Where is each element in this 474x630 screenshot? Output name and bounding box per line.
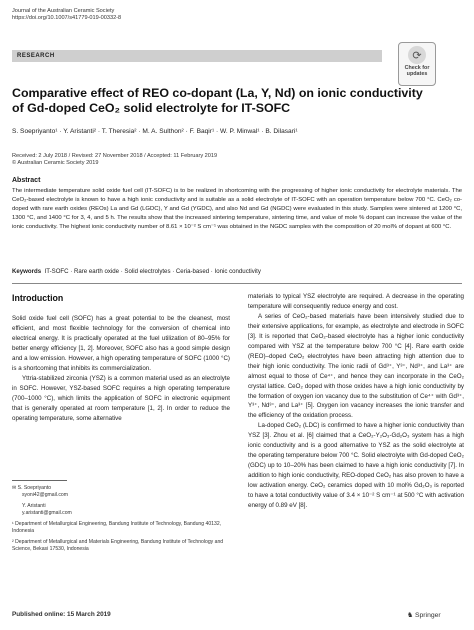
corresponding-author-1 — [12, 485, 230, 499]
introduction-heading: Introduction — [12, 293, 64, 303]
abstract-heading: Abstract — [12, 177, 41, 184]
journal-name: Journal of the Australian Ceramic Society — [12, 8, 115, 14]
doi-link[interactable]: https://doi.org/10.1007/s41779-019-00332-8 — [12, 15, 122, 21]
keywords-list: IT-SOFC · Rare earth oxide · Solid electrolytes · Ceria-based · Ionic conductivity — [44, 268, 261, 275]
abstract-text: The intermediate temperature solid oxide fuel cell (IT-SOFC) is to be realized in shortcoming with the progressing of higher ionic conductivity for electrolyte materials. The CeO₂-based electrolyte is known to have a high ionic conductivity and is suitable as a solid electrolyte of IT-SOFC with an operation temperature below 700 °C. CeO₂ co-doped with rare earth oxides (REOs) La and Gd (LGDC), Y and Gd (YGDC), and also Nd and Gd (NGDC) were evaluated in this study. Samples were sintered at 1200 °C, 1300 °C, and 1400 °C for 3, 4, and 5 h. The results show that the increased sintering temperature, sintering time, and value of mole % dopant can increase the value of the ionic conductivity. The highest ionic conductivity number of 8.61 × 10⁻² S cm⁻¹ was obtained in the NGDC samples with the composition of 20 mol% of dopant at 600 °C. — [12, 188, 462, 230]
corresponding-author-2 — [12, 503, 230, 517]
publisher-logo — [407, 611, 441, 619]
section-label: RESEARCH — [17, 53, 55, 59]
corr-author-2-name: Y. Aristanti — [22, 503, 46, 509]
journal-header — [12, 8, 121, 22]
bookmark-icon: ⟳ — [408, 46, 426, 64]
section-divider — [12, 283, 462, 284]
author-list: S. Soepriyanto¹ · Y. Aristanti² · T. Theresia² · M. A. Sulthon² · F. Baqir¹ · W. P. Minwal¹ · B. Dilasari¹ — [12, 128, 298, 135]
springer-horse-icon: ♞ — [407, 612, 414, 619]
article-title — [12, 86, 452, 116]
intro-paragraph-1: Solid oxide fuel cell (SOFC) has a great potential to be the cleanest, most efficient, and most flexible technology for the conversion of chemical into electrical energy. It is practically operated at the fuel utilization of 80–95% for better energy efficiency [1, 2]. Moreover, SOFC also has a good simple design and a low emission. However, a high operating temperature of SOFC (1000 °C) is a shortcoming that inhibits its commercialization. — [12, 315, 230, 372]
right-column — [248, 292, 464, 511]
intro-paragraph-2: Yttria-stabilized zirconia (YSZ) is a common material used as an electrolyte in SOFC. However, YSZ-based SOFC requires a high operating temperature (700–1000 °C), which limits the application of SOFC in electronic equipment that is generally operated at room temperature [1, 2]. In order to reduce the operating temperature, some alternative — [12, 374, 230, 422]
footnotes — [12, 485, 230, 557]
corr-author-2-email[interactable]: y.aristanti@gmail.com — [22, 510, 72, 516]
corr-author-1-email[interactable]: syoni42@gmail.com — [22, 492, 68, 498]
published-date: Published online: 15 March 2019 — [12, 611, 111, 618]
intro-paragraph-3: A series of CeO₂-based materials have been intensively studied due to their extensive applications, for example, as electrolyte and electrode in SOFC [3]. It is reported that CeO₂-based electrolyte has a higher ionic conductivity compared with YSZ at the temperature below 700 °C [4]. Rare earth oxide (REO)–doped CeO₂ electrolytes have been attracting high attention due to their high ionic conductivity. The ionic radii of Gd³⁺, Y³⁺, Nd³⁺, and La³⁺ are almost equal to those of Ce⁴⁺, and hence they can incorporate in the CeO₂ crystal lattice. CeO₂ doped with those oxides have a high ionic conductivity by the formation of oxygen ion vacancy due to the substitution of Ce⁴⁺ with Gd³⁺, Y³⁺, Nd³⁺, and La³⁺ [5]. Oxygen ion vacancy increases the ionic transfer and the efficiency of the oxidation process. — [248, 312, 464, 420]
history-dates: Received: 2 July 2018 / Revised: 27 November 2018 / Accepted: 11 February 2019 — [12, 153, 218, 159]
left-column — [12, 314, 230, 423]
article-dates — [12, 153, 452, 167]
copyright-line: © Australian Ceramic Society 2019 — [12, 160, 99, 166]
keywords-label: Keywords — [12, 268, 42, 275]
check-for-updates-badge[interactable] — [398, 42, 436, 86]
keywords-line — [12, 268, 462, 275]
affiliation-2: ² Department of Metallurgical and Materials Engineering, Bandung Institute of Technology and Science, Bekasi 17530, Indonesia — [12, 539, 224, 552]
check-updates-label: Check for updates — [404, 65, 430, 78]
section-bar — [12, 50, 382, 62]
publisher-name: Springer — [414, 612, 441, 619]
footnote-divider — [12, 480, 67, 481]
intro-paragraph-continued: materials to typical YSZ electrolyte are required. A decrease in the operating temperature will consequently reduce energy and cost. — [248, 293, 464, 310]
title-line-1: Comparative effect of REO co-dopant (La, Y, Nd) on ionic conductivity — [12, 86, 423, 100]
title-line-2: of Gd-doped CeO₂ solid electrolyte for IT-SOFC — [12, 101, 291, 115]
intro-paragraph-4: La-doped CeO₂ (LDC) is confirmed to have a higher ionic conductivity than YSZ [3]. Zhou et al. [6] claimed that a CeO₂-Y₂O₃-Gd₂O₃ system has a high ionic conductivity and is a good alternative to YSZ as the solid electrolyte at the operating temperature below 700 °C. Solid electrolyte with Gd-doped CeO₂ (GDC) up to 10–20% has been claimed to have a high ionic conductivity [7]. In addition to high ionic conductivity, REO-doped CeO₂ has also proven to have a low activation energy. CeO₂ ceramics doped with 10 mol% Gd₂O₃ is reported to have a total conductivity value of 3.4 × 10⁻² S cm⁻¹ at 500 °C with activation energy of 0.89 eV [8]. — [248, 422, 464, 510]
affiliation-1: ¹ Department of Metallurgical Engineering, Bandung Institute of Technology, Bandung 40132, Indonesia — [12, 521, 222, 534]
corr-author-1-name: ✉ S. Soepriyanto — [12, 485, 52, 491]
